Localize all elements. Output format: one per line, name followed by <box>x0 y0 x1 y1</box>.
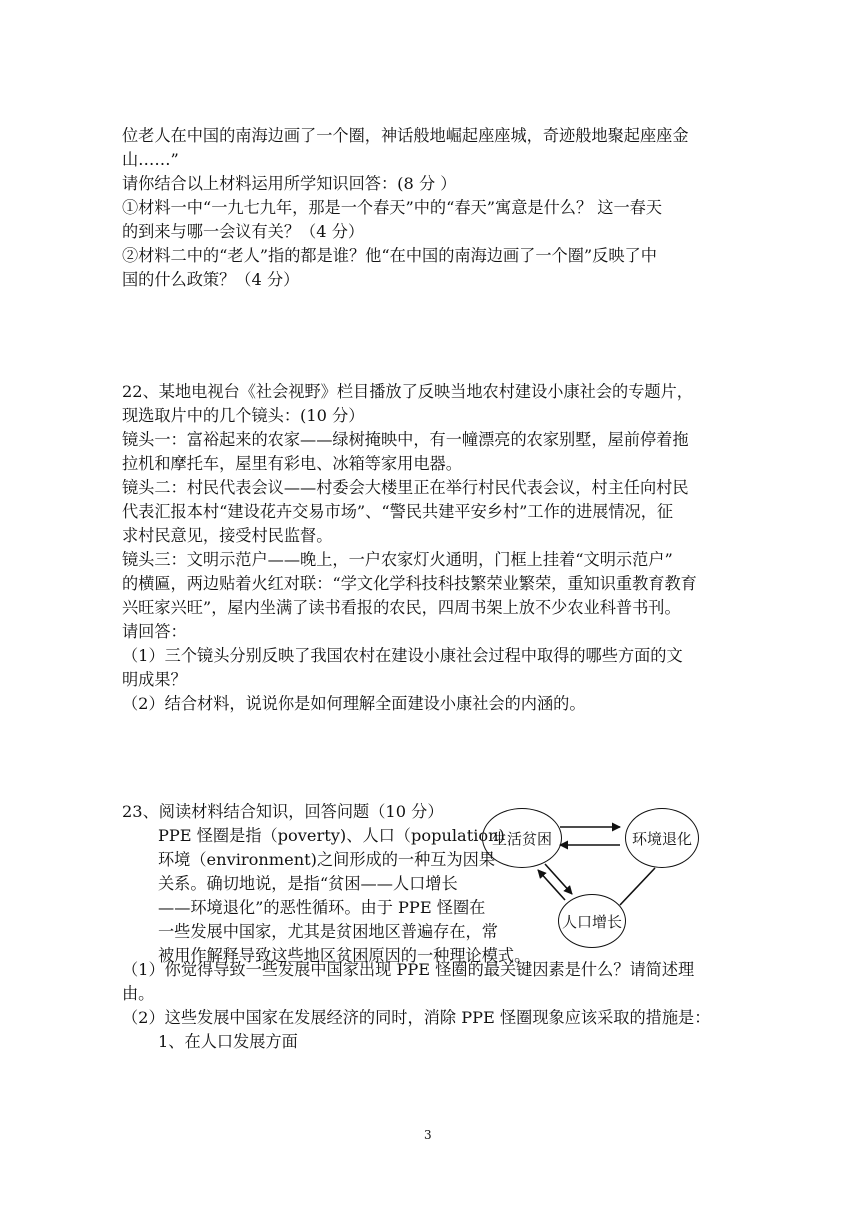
q23-material-6: 被用作解释导致这些地区贫困原因的一种理论模式。 <box>158 946 531 965</box>
q22-line-11: 请回答： <box>122 622 187 641</box>
q22-line-12: （1）三个镜头分别反映了我国农村在建设小康社会过程中取得的哪些方面的文 <box>122 646 683 665</box>
arrow-environment-to-population <box>620 868 655 905</box>
q22-line-8: 镜头三：文明示范户——晚上，一户农家灯火通明，门框上挂着“文明示范户” <box>122 550 673 569</box>
page-number: 3 <box>424 1128 432 1142</box>
q23-question-1a: （1）你觉得导致一些发展中国家出现 PPE 怪圈的最关键因素是什么？请简述理 <box>122 960 695 979</box>
q23-material-1: PPE 怪圈是指（poverty)、人口（population) <box>158 826 505 845</box>
q23-material-2: 环境（environment)之间形成的一种互为因果 <box>158 850 496 869</box>
arrow-poverty-to-population <box>545 864 572 894</box>
q22-line-14: （2）结合材料，说说你是如何理解全面建设小康社会的内涵的。 <box>122 694 586 713</box>
q21-line-7: 国的什么政策？（4 分） <box>122 270 300 289</box>
q23-material-4: ——环境退化”的恶性循环。由于 PPE 怪圈在 <box>158 898 486 917</box>
q23-sub-item-1: 1、在人口发展方面 <box>158 1032 298 1051</box>
q21-line-5: 的到来与哪一会议有关？（4 分） <box>122 222 365 241</box>
q22-line-6: 代表汇报本村“建设花卉交易市场”、“警民共建平安乡村”工作的进展情况，征 <box>122 502 674 521</box>
q22-line-9: 的横匾，两边贴着火红对联：“学文化学科技科技繁荣业繁荣，重知识重教育教育 <box>122 574 697 593</box>
q21-line-6: ②材料二中的“老人”指的都是谁？他“在中国的南海边画了一个圈”反映了中 <box>122 246 657 265</box>
q22-line-1: 22、某地电视台《社会视野》栏目播放了反映当地农村建设小康社会的专题片， <box>122 382 693 401</box>
q23-question-2: （2）这些发展中国家在发展经济的同时，消除 PPE 怪圈现象应该采取的措施是： <box>122 1008 711 1027</box>
ppe-cycle-diagram <box>470 800 710 950</box>
q22-line-13: 明成果？ <box>122 670 187 689</box>
q22-line-7: 求村民意见，接受村民监督。 <box>122 526 333 545</box>
q22-line-3: 镜头一：富裕起来的农家——绿树掩映中，有一幢漂亮的农家别墅，屋前停着拖 <box>122 430 689 449</box>
q23-material-3: 关系。确切地说，是指“贫困——人口增长 <box>158 874 458 893</box>
arrow-population-to-poverty <box>538 870 565 900</box>
q22-line-2: 现选取片中的几个镜头：(10 分） <box>122 406 365 425</box>
q22-line-4: 拉机和摩托车，屋里有彩电、冰箱等家用电器。 <box>122 454 462 473</box>
q21-line-2: 山……” <box>122 150 179 169</box>
q22-line-5: 镜头二：村民代表会议——村委会大楼里正在举行村民代表会议，村主任向村民 <box>122 478 689 497</box>
q21-line-1: 位老人在中国的南海边画了一个圈，神话般地崛起座座城，奇迹般地聚起座座金 <box>122 126 689 145</box>
q23-title: 23、阅读材料结合知识，回答问题（10 分） <box>122 802 444 821</box>
q21-line-4: ①材料一中“一九七九年，那是一个春天”中的“春天”寓意是什么？ 这一春天 <box>122 198 663 217</box>
q21-line-3: 请你结合以上材料运用所学知识回答：(8 分 ） <box>122 174 457 193</box>
node-population: 人口增长 <box>558 894 626 948</box>
node-poverty: 生活贫困 <box>482 808 562 868</box>
q23-material-5: 一些发展中国家，尤其是贫困地区普遍存在，常 <box>158 922 498 941</box>
node-environment: 环境退化 <box>625 808 699 868</box>
q23-question-1b: 由。 <box>122 984 155 1003</box>
q22-line-10: 兴旺家兴旺”，屋内坐满了读书看报的农民，四周书架上放不少农业科普书刊。 <box>122 598 681 617</box>
